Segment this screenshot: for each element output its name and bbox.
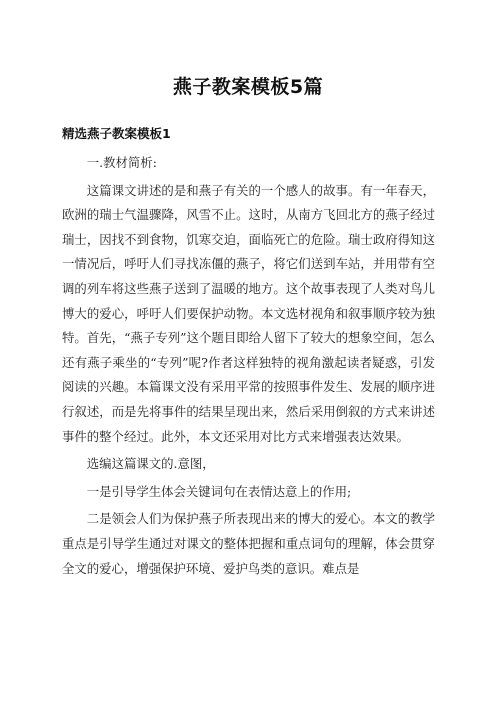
paragraph-textbook-analysis-heading: 一.教材简析:: [86, 155, 157, 170]
paragraph-intent-two: 二是领会人们为保护燕子所表现出来的博大的爱心。本文的教学重点是引导学生通过对课文的整体把握和重点词句的理解，体会贯穿全文的爱心，增强保护环境、爱护鸟类的意识。难点是: [62, 511, 435, 576]
section-heading: 精选燕子教案模板1: [62, 126, 171, 141]
paragraph-story-summary: 这篇课文讲述的是和燕子有关的一个感人的故事。有一年春天，欧洲的瑞士气温骤降，风雪不止。这时，从南方飞回北方的燕子经过瑞士，因找不到食物，饥寒交迫，面临死亡的危险。瑞士政府得知这一情况后，呼吁人们寻找冻僵的燕子，将它们送到车站，并用带有空调的列车将这些燕子送到了温暖的地方。这个故事表现了人类对鸟儿博大的爱心，呼吁人们要保护动物。本文选材视角和叙事顺序较为独特。首先，“燕子专列”这个题目即给人留下了较大的想象空间，怎么还有燕子乘坐的“专列”呢?作者这样独特的视角激起读者疑惑，引发阅读的兴趣。本篇课文没有采用平常的按照事件发生、发展的顺序进行叙述，而是先将事件的结果呈现出来，然后采用倒叙的方式来讲述事件的整个经过。此外，本文还采用对比方式来增强表达效果。: [62, 182, 435, 444]
document-body: [62, 124, 435, 581]
paragraph-intent-one: 一是引导学生体会关键词句在表情达意上的作用;: [86, 483, 352, 499]
paragraph-selection-intent: 选编这篇课文的.意图，: [86, 456, 215, 472]
document-title: 燕子教案模板5篇: [172, 76, 324, 98]
